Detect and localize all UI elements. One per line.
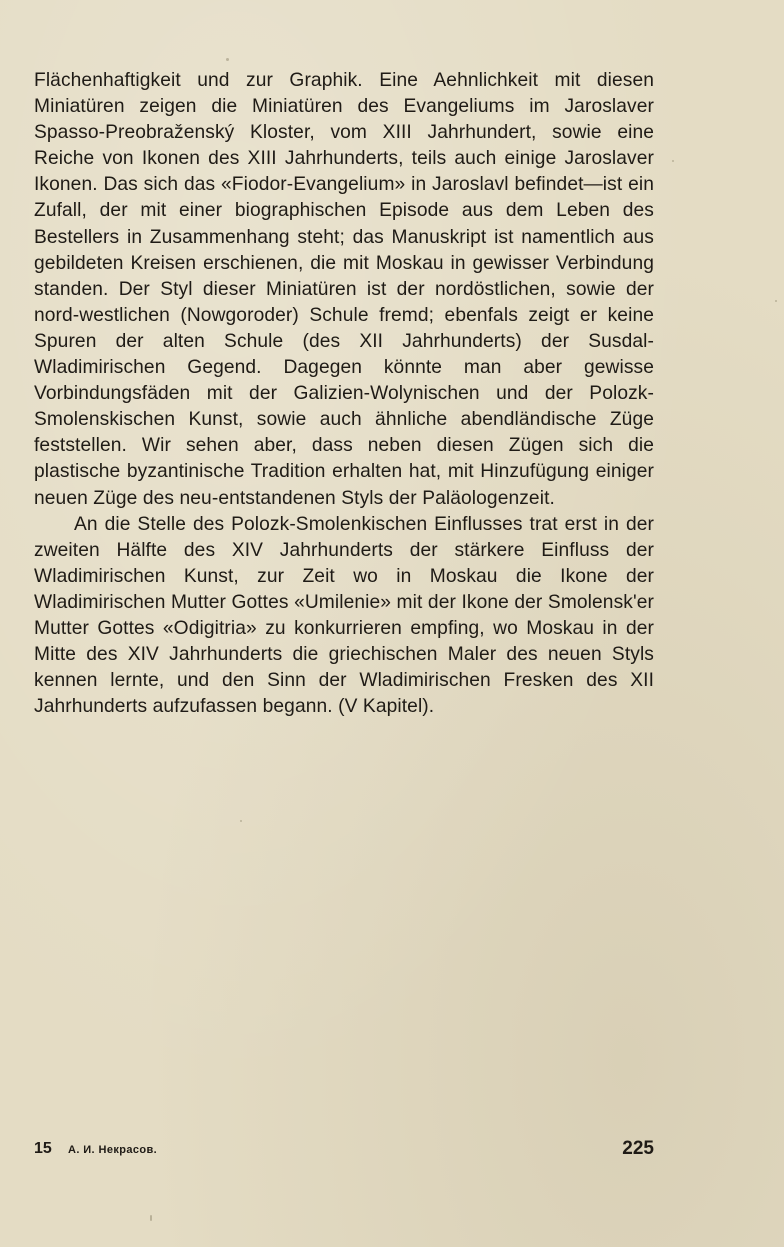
paper-speck: [150, 1215, 152, 1221]
body-text: [34, 68, 654, 720]
page-number: 225: [622, 1138, 654, 1159]
paper-speck: [226, 58, 229, 61]
page-footer: [34, 1138, 654, 1164]
signature-author: А. И. Некрасов.: [68, 1144, 158, 1156]
paper-speck: [672, 160, 674, 162]
paper-speck: [240, 820, 242, 822]
paper-speck: [775, 300, 777, 302]
paragraph-2: An die Stelle des Polozk-Smolenkischen Einflusses trat erst in der zweiten Hälfte des XIV Jahrhunderts der stärkere Einfluss der Wladimirischen Kunst, zur Zeit wo in Moskau die Ikone der Wladimirischen Mutter Gottes «Umilenie» mit der Ikone der Smolensk'er Mutter Gottes «Odigitria» zu konkurrieren empfing, wo Moskau in der Mitte des XIV Jahrhunderts die griechischen Maler des neuen Styls kennen lernte, und den Sinn der Wladimirischen Fresken des XII Jahrhunderts aufzufassen begann. (V Kapitel).: [34, 513, 654, 718]
paragraph-1: Flächenhaftigkeit und zur Graphik. Eine Aehnlichkeit mit diesen Miniatüren zeigen die Miniatüren des Evangeliums im Jaroslaver Spasso-Preobraženský Kloster, vom XIII Jahrhundert, sowie eine Reiche von Ikonen des XIII Jahrhunderts, teils auch einige Jaroslaver Ikonen. Das sich das «Fiodor-Evangelium» in Jaroslavl befindet—ist ein Zufall, der mit einer biographischen Episode aus dem Leben des Bestellers in Zusammenhang steht; das Manuskript ist namentlich aus gebildeten Kreisen erschienen, die mit Moskau in gewisser Verbindung standen. Der Styl dieser Miniatüren ist der nordöstlichen, sowie der nord-westlichen (Nowgoroder) Schule fremd; ebenfals zeigt er keine Spuren der alten Schule (des XII Jahrhunderts) der Susdal-Wladimirischen Gegend. Dagegen könnte man aber gewisse Vorbindungsfäden mit der Galizien-Wolynischen und der Polozk-Smolenskischen Kunst, sowie auch ähnliche abendländische Züge feststellen. Wir sehen aber, dass neben diesen Zügen sich die plastische byzantinische Tradition erhalten hat, mit Hinzufügung einiger neuen Züge des neu-entstandenen Styls der Paläologenzeit.: [34, 70, 654, 509]
signature-number: 15: [34, 1140, 52, 1157]
